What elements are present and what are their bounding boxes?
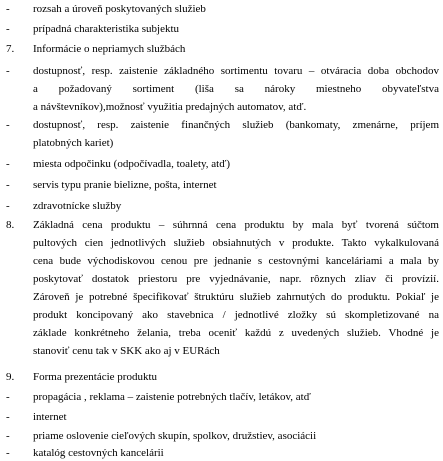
section-number: 7. (6, 43, 15, 55)
list-item (3, 429, 439, 444)
list-item (3, 157, 439, 172)
list-item-text: miesta odpočinku (odpočívadla, toalety, atď) (33, 158, 231, 170)
list-item (3, 22, 439, 37)
list-marker: - (6, 65, 10, 77)
paragraph-text: Základná cena produktu – súhrnná cena produktu by mala byť tvorená súčtom pultových cien jednotlivých služieb obsiahnutých v produkte. Takto vykalkulovaná cena bude východiskovou cenou pre jednanie s cestovnými kanceláriami a mala by poskytovať dostatok priestoru pre vyjednávanie, napr. rôznych zliav či provízií. Zároveň je potrebné špecifikovať štruktúru služieb zahrnutých do produktu. Pokiaľ je produkt koncipovaný ako stavebnica / jednotlivé zložky sú skompletizované na základe konkrétneho želania, treba oceniť každú z uvedených služieb. Vhodné je stanoviť cenu tak v SKK ako aj v EURách (33, 219, 439, 357)
section-paragraph (3, 218, 439, 359)
list-marker: - (6, 391, 10, 403)
list-item-text: prípadná charakteristika subjektu (33, 23, 180, 35)
list-item (3, 64, 439, 115)
section-number: 8. (6, 219, 15, 231)
list-marker: - (6, 23, 10, 35)
list-item (3, 2, 439, 17)
list-item-text: dostupnosť, resp. zaistenie základného sortimentu tovaru – otváracia doba obchodov a požadovaný sortiment (liša sa nároky miestneho obyvateľstva a návštevníkov),možnosť využitia predajných automatov, atď. (33, 65, 439, 113)
list-item (3, 178, 439, 193)
list-item-text: internet (33, 411, 67, 423)
list-item-text: katalóg cestovných kancelárii (33, 447, 164, 459)
list-marker: - (6, 411, 10, 423)
list-marker: - (6, 447, 10, 459)
list-item (3, 118, 439, 151)
list-item-text: servis typu pranie bielizne, pošta, internet (33, 179, 217, 191)
list-item (3, 199, 439, 214)
section-number: 9. (6, 371, 15, 383)
list-item (3, 410, 439, 425)
section-heading (3, 370, 439, 385)
section-heading (3, 42, 439, 57)
list-item-text: zdravotnícke služby (33, 200, 122, 212)
list-item-text: propagácia , reklama – zaistenie potrebných tlačív, letákov, atď (33, 391, 311, 403)
section-title: Informácie o nepriamych službách (33, 43, 186, 55)
list-marker: - (6, 3, 10, 15)
list-item (3, 390, 439, 405)
list-marker: - (6, 158, 10, 170)
list-item-text: priame oslovenie cieľových skupín, spolkov, družstiev, asociácii (33, 430, 317, 442)
list-marker: - (6, 179, 10, 191)
section-title: Forma prezentácie produktu (33, 371, 158, 383)
list-marker: - (6, 119, 10, 131)
list-item-text: dostupnosť, resp. zaistenie finančných služieb (bankomaty, zmenárne, príjem platobných kariet) (33, 119, 439, 149)
list-item (3, 446, 439, 461)
list-marker: - (6, 430, 10, 442)
list-marker: - (6, 200, 10, 212)
list-item-text: rozsah a úroveň poskytovaných služieb (33, 3, 206, 15)
